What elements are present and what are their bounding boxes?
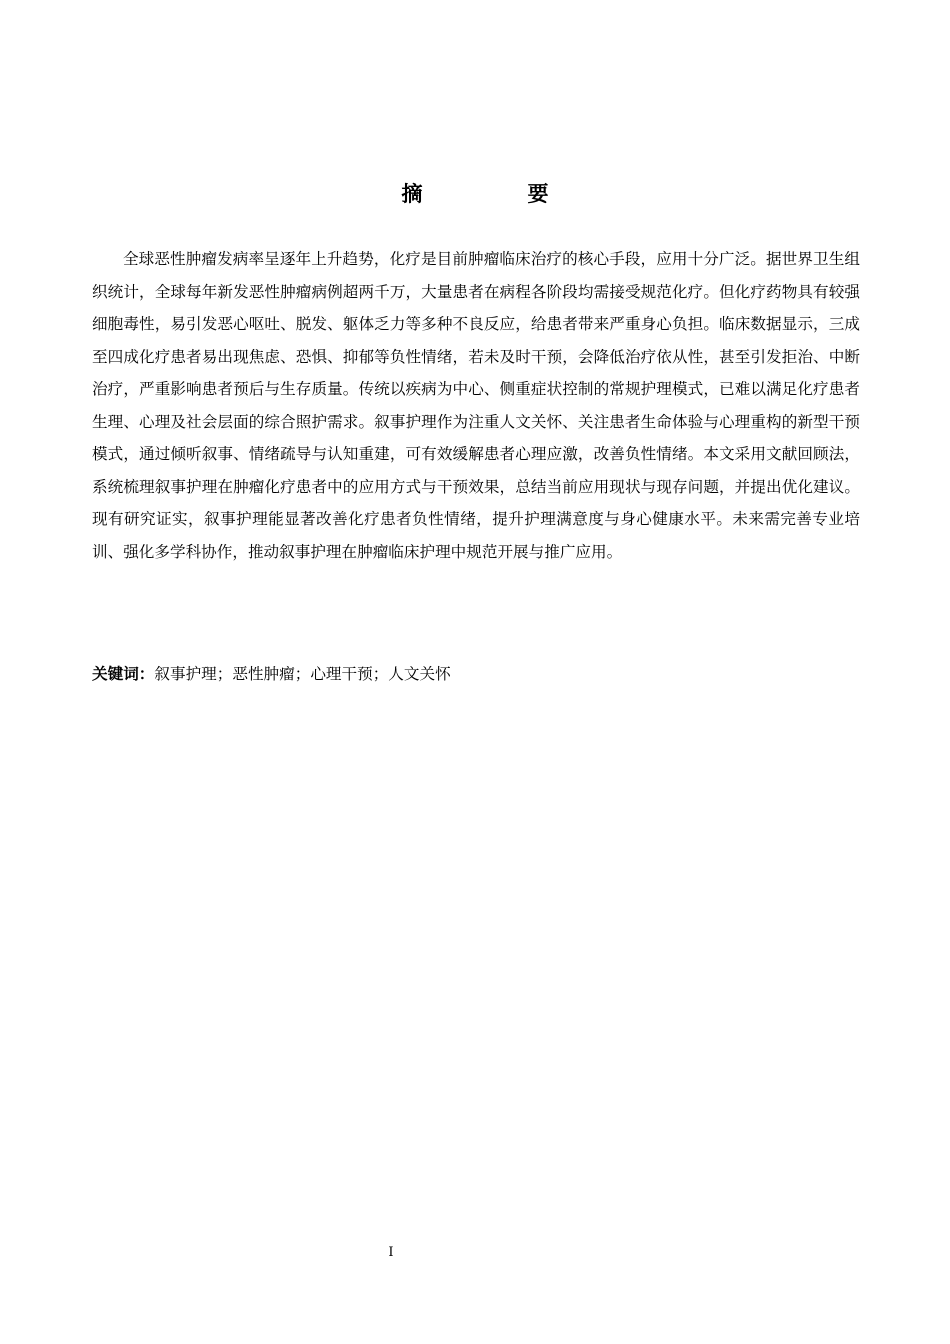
keywords-label: 关键词： <box>92 665 155 683</box>
abstract-paragraph: 全球恶性肿瘤发病率呈逐年上升趋势，化疗是目前肿瘤临床治疗的核心手段，应用十分广泛。据世界卫生组织统计，全球每年新发恶性肿瘤病例超两千万，大量患者在病程各阶段均需接受规范化疗。但化疗药物具有较强细胞毒性，易引发恶心呕吐、脱发、躯体乏力等多种不良反应，给患者带来严重身心负担。临床数据显示，三成至四成化疗患者易出现焦虑、恐惧、抑郁等负性情绪，若未及时干预，会降低治疗依从性，甚至引发拒治、中断治疗，严重影响患者预后与生存质量。传统以疾病为中心、侧重症状控制的常规护理模式，已难以满足化疗患者生理、心理及社会层面的综合照护需求。叙事护理作为注重人文关怀、关注患者生命体验与心理重构的新型干预模式，通过倾听叙事、情绪疏导与认知重建，可有效缓解患者心理应激，改善负性情绪。本文采用文献回顾法，系统梳理叙事护理在肿瘤化疗患者中的应用方式与干预效果，总结当前应用现状与现存问题，并提出优化建议。现有研究证实，叙事护理能显著改善化疗患者负性情绪，提升护理满意度与身心健康水平。未来需完善专业培训、强化多学科协作，推动叙事护理在肿瘤临床护理中规范开展与推广应用。 <box>92 250 860 561</box>
page-number: I <box>388 1245 394 1260</box>
keywords-line <box>92 658 860 690</box>
keywords-text: 叙事护理；恶性肿瘤；心理干预；人文关怀 <box>154 665 451 683</box>
page-title: 摘 要 <box>401 182 591 206</box>
